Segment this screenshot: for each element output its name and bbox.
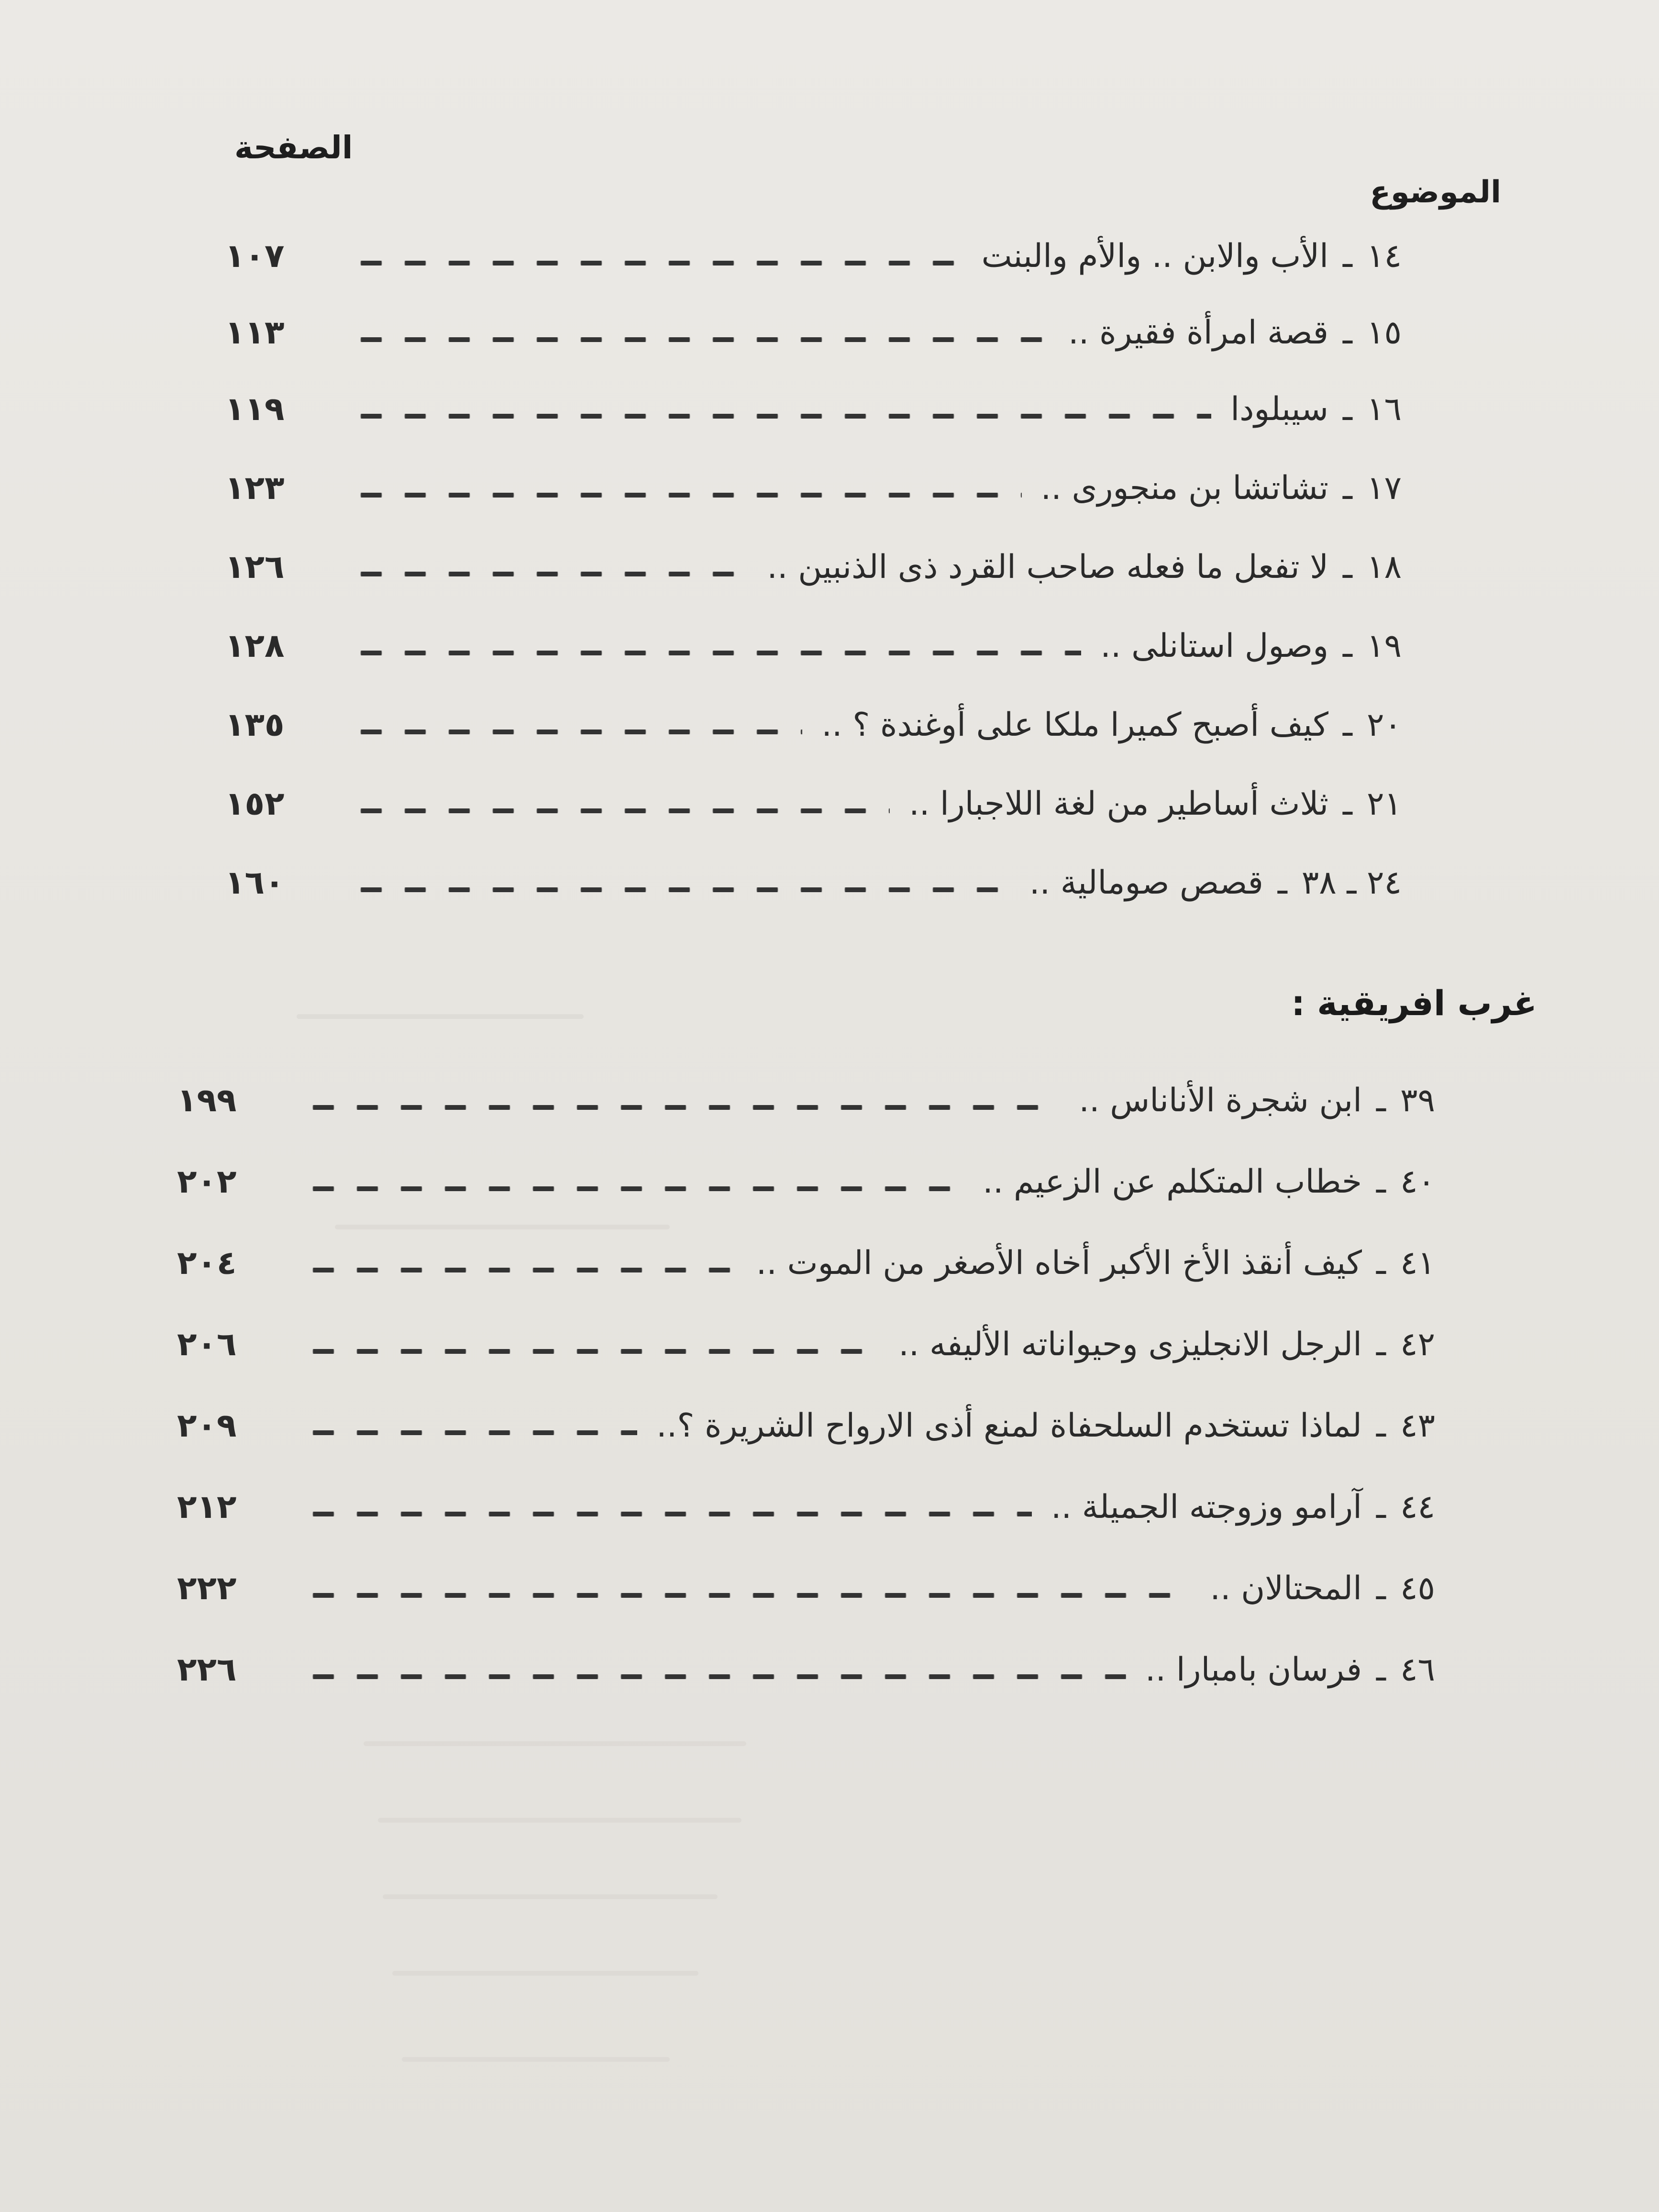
toc-entry bbox=[225, 383, 1402, 435]
toc-entry bbox=[177, 1318, 1435, 1371]
entry-number: ١٩ bbox=[1366, 627, 1402, 665]
entry-page: ٢٢٦ bbox=[177, 1650, 237, 1689]
dot-leader bbox=[301, 1268, 737, 1272]
toc-entry bbox=[225, 230, 1402, 282]
entry-title: آرامو وزوجته الجميلة .. bbox=[1051, 1488, 1362, 1526]
dot-leader bbox=[349, 887, 1010, 892]
entry-number: ١٤ bbox=[1366, 237, 1402, 275]
entry-title: وصول استانلى .. bbox=[1100, 627, 1329, 665]
entry-title: كيف أنقذ الأخ الأكبر أخاه الأصغر من الموت .. bbox=[756, 1244, 1362, 1282]
toc-entry bbox=[177, 1155, 1435, 1208]
dot-leader bbox=[301, 1349, 879, 1354]
entry-dash: ـ bbox=[1277, 863, 1287, 902]
entry-page: ٢٠٩ bbox=[177, 1406, 237, 1445]
entry-page: ٢٠٢ bbox=[177, 1162, 237, 1201]
dot-leader bbox=[349, 414, 1211, 419]
bleed-through-mark bbox=[402, 2057, 670, 2062]
entry-title: المحتالان .. bbox=[1210, 1569, 1362, 1607]
entry-number: ٤٦ bbox=[1400, 1650, 1435, 1689]
entry-title: سيبلودا bbox=[1230, 390, 1329, 428]
topic-column-header: الموضوع bbox=[1370, 175, 1501, 210]
entry-dash: ـ bbox=[1376, 1569, 1386, 1607]
bleed-through-mark bbox=[378, 1818, 741, 1823]
entry-title: قصص صومالية .. bbox=[1029, 863, 1263, 902]
entry-dash: ـ bbox=[1343, 313, 1352, 352]
entry-page: ١٢٦ bbox=[225, 548, 285, 586]
dot-leader bbox=[349, 808, 890, 813]
entry-page: ١٠٧ bbox=[225, 237, 285, 275]
entry-page: ١٦٠ bbox=[225, 863, 285, 902]
entry-page: ٢١٢ bbox=[177, 1488, 237, 1526]
bleed-through-mark bbox=[364, 1741, 746, 1746]
dot-leader bbox=[349, 261, 962, 265]
dot-leader bbox=[349, 651, 1081, 655]
dot-leader bbox=[301, 1105, 1060, 1110]
entry-title: لا تفعل ما فعله صاحب القرد ذى الذنبين .. bbox=[767, 548, 1329, 586]
toc-entry bbox=[225, 541, 1402, 593]
entry-title: تشاتشا بن منجورى .. bbox=[1040, 469, 1329, 507]
entry-number: ٤٠ bbox=[1400, 1162, 1435, 1201]
toc-entry bbox=[177, 1481, 1435, 1533]
toc-entry bbox=[177, 1074, 1435, 1127]
toc-entry bbox=[177, 1237, 1435, 1289]
entry-page: ١٩٩ bbox=[177, 1081, 237, 1119]
entry-page: ١٢٨ bbox=[225, 627, 285, 665]
entry-dash: ـ bbox=[1343, 469, 1352, 507]
entry-dash: ـ bbox=[1343, 548, 1352, 586]
toc-entry bbox=[225, 306, 1402, 359]
toc-entry bbox=[177, 1399, 1435, 1452]
entry-title: ابن شجرة الأناناس .. bbox=[1079, 1081, 1362, 1119]
entry-number: ١٨ bbox=[1366, 548, 1402, 586]
dot-leader bbox=[349, 572, 748, 576]
entry-dash: ـ bbox=[1376, 1081, 1386, 1119]
bleed-through-mark bbox=[297, 1014, 584, 1019]
dot-leader bbox=[301, 1512, 1032, 1516]
toc-entry bbox=[177, 1643, 1435, 1696]
entry-title: لماذا تستخدم السلحفاة لمنع أذى الارواح الشريرة ؟.. bbox=[656, 1406, 1362, 1445]
dot-leader bbox=[301, 1674, 1126, 1679]
entry-page: ١١٣ bbox=[225, 313, 285, 352]
dot-leader bbox=[301, 1593, 1191, 1598]
entry-number: ١٦ bbox=[1366, 390, 1402, 428]
entry-number: ٤٥ bbox=[1400, 1569, 1435, 1607]
section-heading-west-africa: غرب افريقية : bbox=[1291, 983, 1537, 1023]
dot-leader bbox=[349, 337, 1049, 342]
entry-number: ٢٠ bbox=[1366, 706, 1402, 744]
entry-dash: ـ bbox=[1376, 1488, 1386, 1526]
bleed-through-mark bbox=[383, 1894, 718, 1899]
toc-entry bbox=[177, 1562, 1435, 1615]
entry-page: ٢٠٦ bbox=[177, 1325, 237, 1363]
toc-entry bbox=[225, 856, 1402, 909]
dot-leader bbox=[301, 1186, 963, 1191]
entry-title: الأب والابن .. والأم والبنت bbox=[981, 237, 1329, 275]
bleed-through-mark bbox=[392, 1971, 698, 1976]
entry-number: ١٥ bbox=[1366, 313, 1402, 352]
page-column-header: الصفحة bbox=[234, 129, 353, 166]
entry-dash: ـ bbox=[1376, 1406, 1386, 1445]
entry-title: خطاب المتكلم عن الزعيم .. bbox=[983, 1162, 1362, 1201]
entry-dash: ـ bbox=[1376, 1325, 1386, 1363]
entry-number: ٤١ bbox=[1400, 1244, 1435, 1282]
entry-title: ثلاث أساطير من لغة اللاجبارا .. bbox=[909, 785, 1329, 823]
entry-dash: ـ bbox=[1343, 627, 1352, 665]
entry-page: ٢٠٤ bbox=[177, 1244, 237, 1282]
entry-page: ١١٩ bbox=[225, 390, 285, 428]
entry-number: ١٧ bbox=[1366, 469, 1402, 507]
dot-leader bbox=[301, 1430, 637, 1435]
entry-dash: ـ bbox=[1343, 390, 1352, 428]
entry-number: ٢٤ ـ ٣٨ bbox=[1301, 863, 1402, 902]
entry-dash: ـ bbox=[1376, 1650, 1386, 1689]
entry-number: ٤٣ bbox=[1400, 1406, 1435, 1445]
entry-title: قصة امرأة فقيرة .. bbox=[1068, 313, 1329, 352]
toc-entry bbox=[225, 777, 1402, 830]
entry-dash: ـ bbox=[1343, 237, 1352, 275]
entry-number: ٤٢ bbox=[1400, 1325, 1435, 1363]
entry-title: كيف أصبح كميرا ملكا على أوغندة ؟ .. bbox=[821, 706, 1329, 744]
entry-number: ٤٤ bbox=[1400, 1488, 1435, 1526]
bleed-through-mark bbox=[335, 1225, 670, 1229]
toc-entry bbox=[225, 462, 1402, 514]
dot-leader bbox=[349, 493, 1022, 498]
entry-page: ١٥٢ bbox=[225, 785, 285, 823]
entry-dash: ـ bbox=[1376, 1244, 1386, 1282]
entry-page: ١٢٣ bbox=[225, 469, 285, 507]
entry-number: ٢١ bbox=[1366, 785, 1402, 823]
entry-page: ٢٢٢ bbox=[177, 1569, 237, 1607]
toc-entry bbox=[225, 698, 1402, 751]
entry-title: فرسان بامبارا .. bbox=[1145, 1650, 1362, 1689]
toc-entry bbox=[225, 619, 1402, 672]
entry-dash: ـ bbox=[1343, 785, 1352, 823]
entry-number: ٣٩ bbox=[1400, 1081, 1435, 1119]
entry-dash: ـ bbox=[1376, 1162, 1386, 1201]
entry-dash: ـ bbox=[1343, 706, 1352, 744]
entry-title: الرجل الانجليزى وحيواناته الأليفه .. bbox=[898, 1325, 1362, 1363]
dot-leader bbox=[349, 730, 802, 734]
entry-page: ١٣٥ bbox=[225, 706, 285, 744]
